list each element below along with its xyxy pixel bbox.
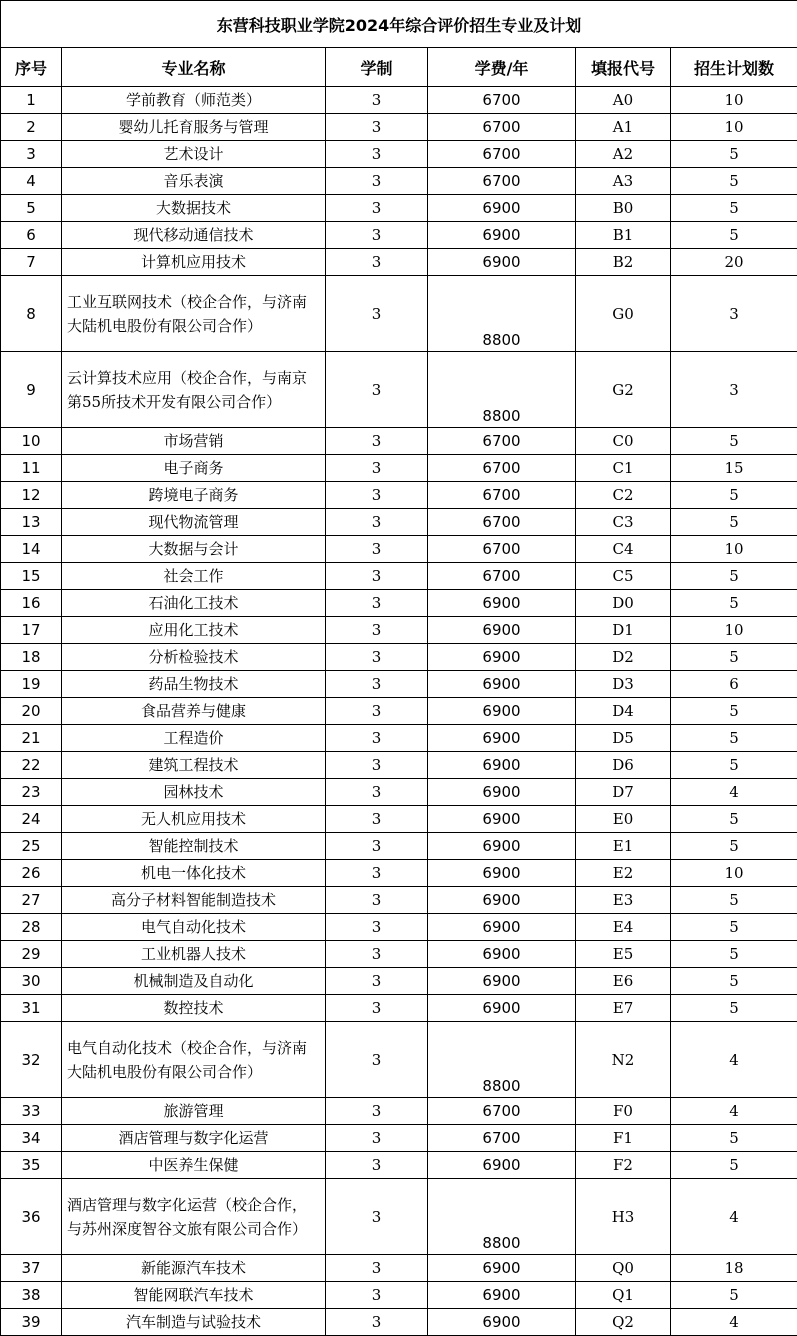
cell-seq: 32: [1, 1022, 62, 1098]
cell-plan: 5: [671, 482, 797, 509]
cell-duration: 3: [326, 249, 428, 276]
cell-seq: 7: [1, 249, 62, 276]
cell-duration: 3: [326, 779, 428, 806]
cell-fee: 6900: [428, 1282, 576, 1309]
cell-seq: 9: [1, 352, 62, 428]
cell-plan: 5: [671, 563, 797, 590]
cell-code: Q0: [576, 1255, 671, 1282]
cell-seq: 3: [1, 141, 62, 168]
cell-name: 园林技术: [62, 779, 326, 806]
table-row: [1, 644, 797, 671]
cell-duration: 3: [326, 195, 428, 222]
cell-seq: 5: [1, 195, 62, 222]
cell-name: 计算机应用技术: [62, 249, 326, 276]
cell-code: D0: [576, 590, 671, 617]
table-row: [1, 1255, 797, 1282]
cell-code: C0: [576, 428, 671, 455]
cell-fee: 6700: [428, 87, 576, 114]
cell-plan: 5: [671, 968, 797, 995]
cell-seq: 10: [1, 428, 62, 455]
cell-duration: 3: [326, 87, 428, 114]
cell-code: B0: [576, 195, 671, 222]
cell-code: A3: [576, 168, 671, 195]
cell-seq: 27: [1, 887, 62, 914]
table-row: [1, 752, 797, 779]
cell-code: G2: [576, 352, 671, 428]
cell-code: D1: [576, 617, 671, 644]
table-row: [1, 968, 797, 995]
cell-name: 现代移动通信技术: [62, 222, 326, 249]
cell-fee: 6700: [428, 509, 576, 536]
cell-name: 石油化工技术: [62, 590, 326, 617]
cell-duration: 3: [326, 1022, 428, 1098]
cell-plan: 5: [671, 995, 797, 1022]
cell-code: E7: [576, 995, 671, 1022]
cell-duration: 3: [326, 1098, 428, 1125]
cell-fee: 6900: [428, 671, 576, 698]
cell-fee: 6900: [428, 617, 576, 644]
cell-name: 分析检验技术: [62, 644, 326, 671]
cell-name: 酒店管理与数字化运营（校企合作，与苏州深度智谷文旅有限公司合作）: [62, 1179, 326, 1255]
table-row: [1, 860, 797, 887]
cell-fee: 6900: [428, 644, 576, 671]
cell-plan: 10: [671, 860, 797, 887]
cell-duration: 3: [326, 276, 428, 352]
table-row: [1, 590, 797, 617]
cell-duration: 3: [326, 914, 428, 941]
cell-seq: 1: [1, 87, 62, 114]
cell-fee: 6900: [428, 887, 576, 914]
cell-name: 跨境电子商务: [62, 482, 326, 509]
cell-duration: 3: [326, 563, 428, 590]
cell-fee: 6700: [428, 141, 576, 168]
cell-seq: 28: [1, 914, 62, 941]
cell-duration: 3: [326, 644, 428, 671]
table-row: [1, 428, 797, 455]
cell-code: A0: [576, 87, 671, 114]
cell-duration: 3: [326, 352, 428, 428]
cell-seq: 37: [1, 1255, 62, 1282]
cell-seq: 23: [1, 779, 62, 806]
col-header-duration: 学制: [326, 48, 428, 87]
cell-duration: 3: [326, 1152, 428, 1179]
cell-fee: 8800: [428, 352, 576, 428]
cell-seq: 11: [1, 455, 62, 482]
cell-fee: 6900: [428, 698, 576, 725]
cell-code: Q2: [576, 1309, 671, 1336]
cell-name: 数控技术: [62, 995, 326, 1022]
cell-name: 社会工作: [62, 563, 326, 590]
cell-plan: 15: [671, 455, 797, 482]
cell-seq: 17: [1, 617, 62, 644]
cell-fee: 6700: [428, 168, 576, 195]
cell-code: E1: [576, 833, 671, 860]
cell-code: E4: [576, 914, 671, 941]
cell-plan: 4: [671, 1022, 797, 1098]
table-row: [1, 249, 797, 276]
cell-plan: 4: [671, 1179, 797, 1255]
cell-duration: 3: [326, 509, 428, 536]
cell-fee: 8800: [428, 1179, 576, 1255]
cell-duration: 3: [326, 114, 428, 141]
cell-code: C1: [576, 455, 671, 482]
cell-duration: 3: [326, 1125, 428, 1152]
cell-code: E5: [576, 941, 671, 968]
cell-name: 药品生物技术: [62, 671, 326, 698]
cell-fee: 6700: [428, 536, 576, 563]
cell-code: E3: [576, 887, 671, 914]
cell-name: 工业机器人技术: [62, 941, 326, 968]
cell-fee: 6900: [428, 941, 576, 968]
cell-plan: 5: [671, 887, 797, 914]
cell-code: B2: [576, 249, 671, 276]
table-row: [1, 563, 797, 590]
table-title: 东营科技职业学院2024年综合评价招生专业及计划: [1, 1, 797, 48]
cell-seq: 25: [1, 833, 62, 860]
cell-plan: 5: [671, 833, 797, 860]
table-row: [1, 806, 797, 833]
table-row: [1, 833, 797, 860]
table-row: [1, 1309, 797, 1336]
cell-duration: 3: [326, 1255, 428, 1282]
cell-duration: 3: [326, 887, 428, 914]
cell-name: 婴幼儿托育服务与管理: [62, 114, 326, 141]
cell-seq: 38: [1, 1282, 62, 1309]
cell-fee: 8800: [428, 1022, 576, 1098]
cell-code: C4: [576, 536, 671, 563]
cell-plan: 5: [671, 698, 797, 725]
cell-fee: 6900: [428, 914, 576, 941]
cell-code: D7: [576, 779, 671, 806]
table-row: [1, 222, 797, 249]
cell-fee: 6900: [428, 1309, 576, 1336]
cell-seq: 34: [1, 1125, 62, 1152]
table-row: [1, 114, 797, 141]
table-row: [1, 1098, 797, 1125]
cell-plan: 10: [671, 87, 797, 114]
cell-name: 智能网联汽车技术: [62, 1282, 326, 1309]
cell-code: C5: [576, 563, 671, 590]
cell-seq: 33: [1, 1098, 62, 1125]
cell-plan: 5: [671, 725, 797, 752]
cell-seq: 4: [1, 168, 62, 195]
cell-name: 音乐表演: [62, 168, 326, 195]
table-row: [1, 617, 797, 644]
cell-duration: 3: [326, 590, 428, 617]
table-row: [1, 195, 797, 222]
cell-plan: 5: [671, 752, 797, 779]
cell-fee: 6900: [428, 752, 576, 779]
cell-plan: 5: [671, 1152, 797, 1179]
cell-code: F2: [576, 1152, 671, 1179]
cell-plan: 5: [671, 509, 797, 536]
cell-plan: 5: [671, 941, 797, 968]
cell-fee: 6700: [428, 1125, 576, 1152]
cell-seq: 15: [1, 563, 62, 590]
cell-fee: 6900: [428, 995, 576, 1022]
cell-fee: 6900: [428, 222, 576, 249]
cell-name: 新能源汽车技术: [62, 1255, 326, 1282]
cell-plan: 5: [671, 141, 797, 168]
table-row: [1, 995, 797, 1022]
cell-name: 汽车制造与试验技术: [62, 1309, 326, 1336]
cell-name: 云计算技术应用（校企合作，与南京第55所技术开发有限公司合作）: [62, 352, 326, 428]
table-row: [1, 141, 797, 168]
cell-seq: 14: [1, 536, 62, 563]
cell-code: H3: [576, 1179, 671, 1255]
cell-name: 无人机应用技术: [62, 806, 326, 833]
cell-seq: 2: [1, 114, 62, 141]
table-row: [1, 87, 797, 114]
cell-fee: 6900: [428, 249, 576, 276]
cell-seq: 19: [1, 671, 62, 698]
cell-duration: 3: [326, 1282, 428, 1309]
table-row: [1, 1152, 797, 1179]
cell-name: 高分子材料智能制造技术: [62, 887, 326, 914]
cell-fee: 8800: [428, 276, 576, 352]
cell-duration: 3: [326, 752, 428, 779]
table-row: [1, 914, 797, 941]
table-row: [1, 725, 797, 752]
cell-fee: 6900: [428, 1255, 576, 1282]
cell-name: 市场营销: [62, 428, 326, 455]
cell-seq: 31: [1, 995, 62, 1022]
cell-duration: 3: [326, 428, 428, 455]
cell-duration: 3: [326, 1309, 428, 1336]
table-row: [1, 536, 797, 563]
col-header-plan: 招生计划数: [671, 48, 797, 87]
cell-name: 机械制造及自动化: [62, 968, 326, 995]
table-row: [1, 1179, 797, 1255]
table-row: [1, 1022, 797, 1098]
cell-duration: 3: [326, 168, 428, 195]
cell-plan: 10: [671, 536, 797, 563]
col-header-name: 专业名称: [62, 48, 326, 87]
cell-seq: 6: [1, 222, 62, 249]
cell-duration: 3: [326, 222, 428, 249]
cell-code: F0: [576, 1098, 671, 1125]
cell-fee: 6700: [428, 455, 576, 482]
cell-code: A1: [576, 114, 671, 141]
cell-duration: 3: [326, 941, 428, 968]
col-header-fee: 学费/年: [428, 48, 576, 87]
cell-seq: 18: [1, 644, 62, 671]
cell-fee: 6900: [428, 1152, 576, 1179]
cell-code: N2: [576, 1022, 671, 1098]
cell-name: 电子商务: [62, 455, 326, 482]
cell-plan: 5: [671, 222, 797, 249]
cell-duration: 3: [326, 833, 428, 860]
cell-plan: 5: [671, 428, 797, 455]
cell-seq: 26: [1, 860, 62, 887]
cell-duration: 3: [326, 995, 428, 1022]
col-header-seq: 序号: [1, 48, 62, 87]
cell-duration: 3: [326, 725, 428, 752]
cell-seq: 29: [1, 941, 62, 968]
cell-name: 大数据与会计: [62, 536, 326, 563]
cell-name: 电气自动化技术: [62, 914, 326, 941]
cell-plan: 5: [671, 1282, 797, 1309]
cell-code: Q1: [576, 1282, 671, 1309]
table-row: [1, 276, 797, 352]
cell-duration: 3: [326, 860, 428, 887]
table-row: [1, 455, 797, 482]
cell-duration: 3: [326, 806, 428, 833]
cell-seq: 8: [1, 276, 62, 352]
cell-name: 旅游管理: [62, 1098, 326, 1125]
cell-name: 机电一体化技术: [62, 860, 326, 887]
col-header-code: 填报代号: [576, 48, 671, 87]
cell-code: D6: [576, 752, 671, 779]
cell-code: B1: [576, 222, 671, 249]
cell-plan: 10: [671, 114, 797, 141]
cell-seq: 13: [1, 509, 62, 536]
cell-plan: 5: [671, 914, 797, 941]
cell-duration: 3: [326, 536, 428, 563]
table-row: [1, 671, 797, 698]
cell-seq: 12: [1, 482, 62, 509]
table-row: [1, 887, 797, 914]
cell-code: D5: [576, 725, 671, 752]
cell-name: 艺术设计: [62, 141, 326, 168]
table-row: [1, 1125, 797, 1152]
table-row: [1, 1282, 797, 1309]
cell-name: 建筑工程技术: [62, 752, 326, 779]
cell-name: 工程造价: [62, 725, 326, 752]
cell-fee: 6700: [428, 563, 576, 590]
cell-name: 学前教育（师范类）: [62, 87, 326, 114]
table-row: [1, 482, 797, 509]
cell-duration: 3: [326, 141, 428, 168]
cell-code: A2: [576, 141, 671, 168]
cell-code: D4: [576, 698, 671, 725]
table-row: [1, 941, 797, 968]
cell-plan: 4: [671, 1098, 797, 1125]
cell-duration: 3: [326, 482, 428, 509]
cell-code: D3: [576, 671, 671, 698]
cell-plan: 10: [671, 617, 797, 644]
cell-fee: 6700: [428, 482, 576, 509]
cell-fee: 6900: [428, 779, 576, 806]
cell-name: 中医养生保健: [62, 1152, 326, 1179]
cell-duration: 3: [326, 1179, 428, 1255]
cell-fee: 6900: [428, 725, 576, 752]
cell-name: 食品营养与健康: [62, 698, 326, 725]
cell-fee: 6900: [428, 860, 576, 887]
cell-plan: 3: [671, 352, 797, 428]
cell-fee: 6700: [428, 428, 576, 455]
table-row: [1, 168, 797, 195]
cell-name: 现代物流管理: [62, 509, 326, 536]
cell-plan: 5: [671, 1125, 797, 1152]
cell-name: 工业互联网技术（校企合作，与济南大陆机电股份有限公司合作）: [62, 276, 326, 352]
cell-code: C3: [576, 509, 671, 536]
cell-name: 酒店管理与数字化运营: [62, 1125, 326, 1152]
cell-plan: 18: [671, 1255, 797, 1282]
cell-duration: 3: [326, 617, 428, 644]
cell-fee: 6900: [428, 833, 576, 860]
cell-name: 智能控制技术: [62, 833, 326, 860]
table-row: [1, 698, 797, 725]
cell-code: F1: [576, 1125, 671, 1152]
cell-code: D2: [576, 644, 671, 671]
table-row: [1, 352, 797, 428]
cell-duration: 3: [326, 671, 428, 698]
cell-code: E2: [576, 860, 671, 887]
cell-plan: 5: [671, 644, 797, 671]
cell-plan: 20: [671, 249, 797, 276]
cell-name: 应用化工技术: [62, 617, 326, 644]
cell-seq: 35: [1, 1152, 62, 1179]
cell-duration: 3: [326, 968, 428, 995]
cell-seq: 20: [1, 698, 62, 725]
cell-fee: 6900: [428, 195, 576, 222]
cell-plan: 5: [671, 168, 797, 195]
table-row: [1, 509, 797, 536]
cell-name: 电气自动化技术（校企合作，与济南大陆机电股份有限公司合作）: [62, 1022, 326, 1098]
cell-seq: 21: [1, 725, 62, 752]
cell-plan: 4: [671, 1309, 797, 1336]
cell-code: E0: [576, 806, 671, 833]
cell-plan: 6: [671, 671, 797, 698]
cell-seq: 36: [1, 1179, 62, 1255]
cell-seq: 30: [1, 968, 62, 995]
cell-fee: 6700: [428, 114, 576, 141]
cell-seq: 22: [1, 752, 62, 779]
cell-plan: 5: [671, 806, 797, 833]
cell-name: 大数据技术: [62, 195, 326, 222]
header-row: [1, 48, 797, 87]
cell-seq: 39: [1, 1309, 62, 1336]
cell-duration: 3: [326, 455, 428, 482]
table-row: [1, 779, 797, 806]
cell-code: G0: [576, 276, 671, 352]
cell-code: E6: [576, 968, 671, 995]
cell-fee: 6900: [428, 590, 576, 617]
cell-plan: 5: [671, 195, 797, 222]
cell-plan: 5: [671, 590, 797, 617]
cell-fee: 6900: [428, 806, 576, 833]
cell-fee: 6900: [428, 968, 576, 995]
cell-plan: 4: [671, 779, 797, 806]
cell-seq: 16: [1, 590, 62, 617]
cell-code: C2: [576, 482, 671, 509]
cell-seq: 24: [1, 806, 62, 833]
cell-fee: 6700: [428, 1098, 576, 1125]
cell-duration: 3: [326, 698, 428, 725]
cell-plan: 3: [671, 276, 797, 352]
